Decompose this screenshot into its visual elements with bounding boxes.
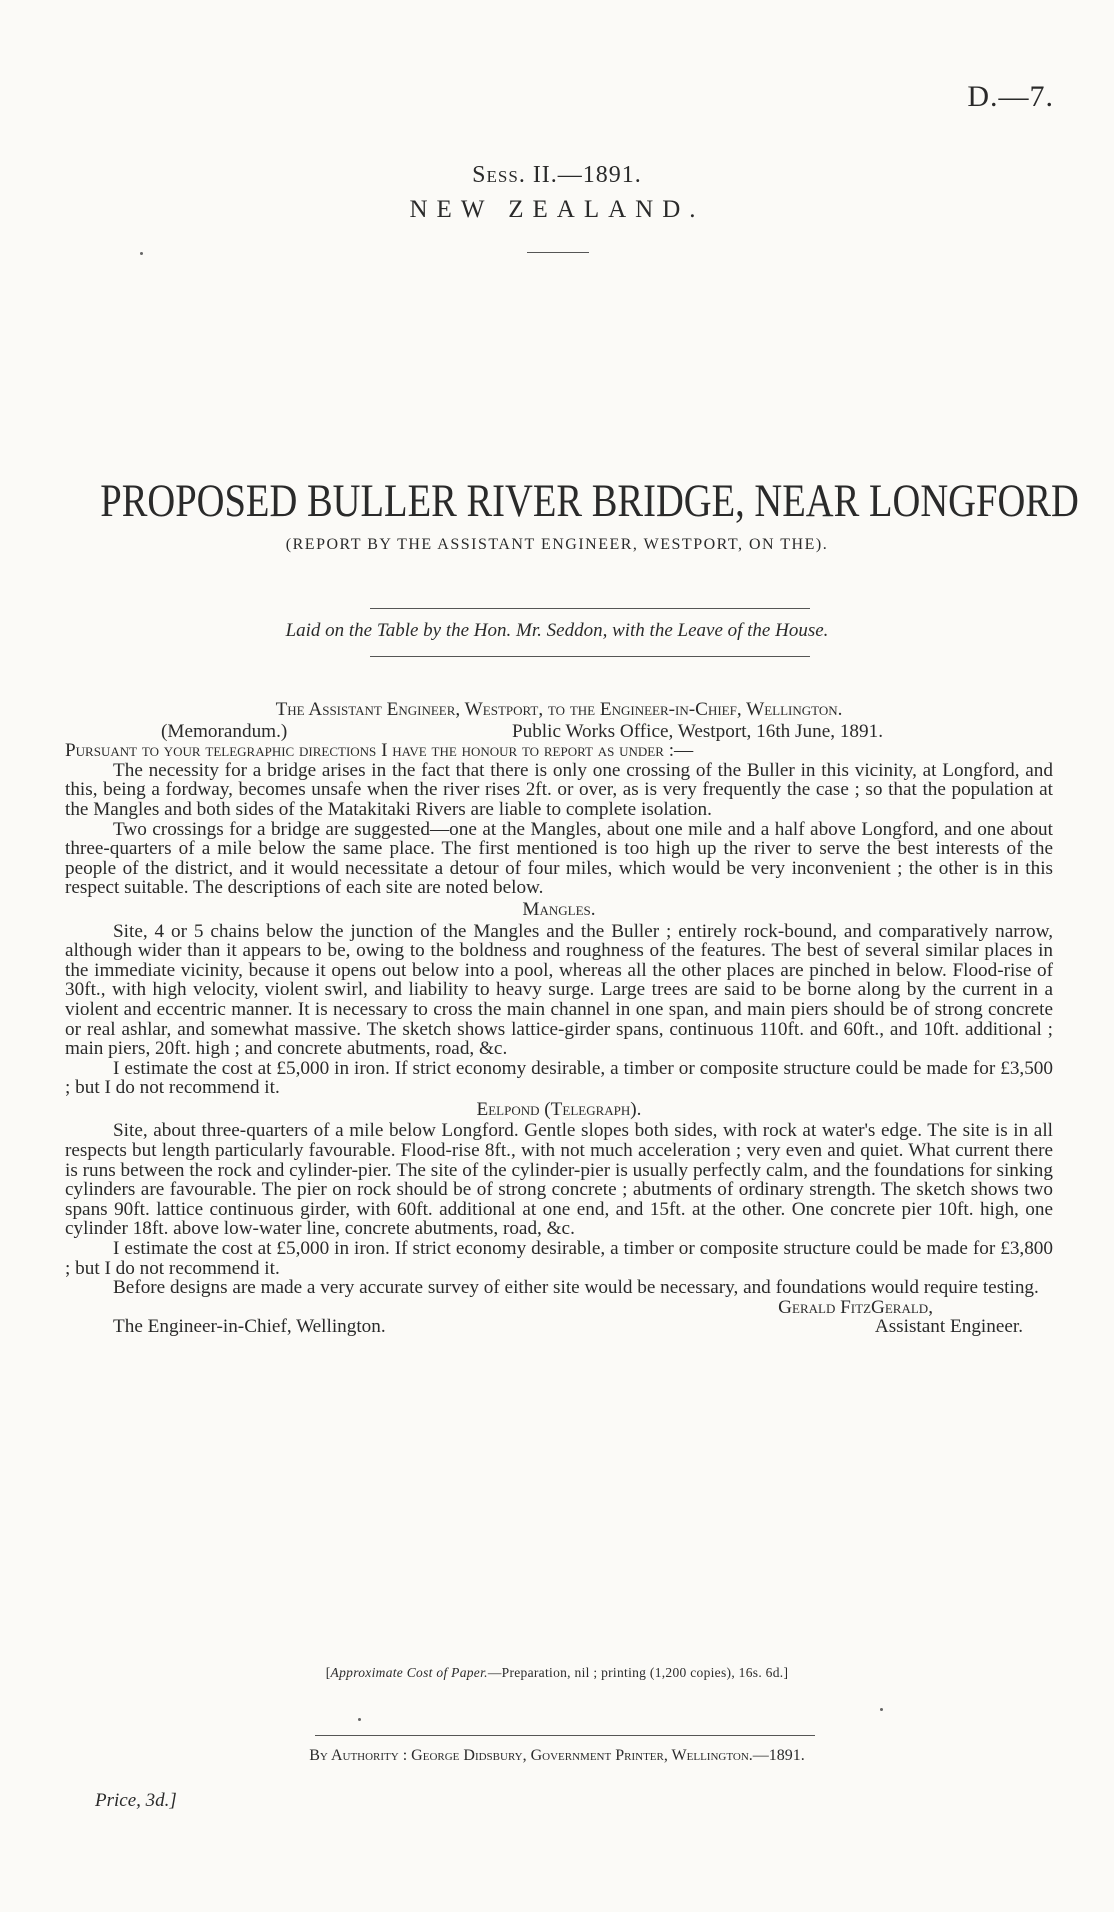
memo-body xyxy=(65,700,1053,1337)
paragraph-2: Two crossings for a bridge are suggested—one at the Mangles, about one mile and a half above Longford, and one about three-quarters of a mile below the same place. The first mentioned is too high up the river to serve the best interests of the people of the district, and it would necessitate a detour of four miles, which would be very inconvenient ; the other is in this respect suitable. The descriptions of each site are noted below. xyxy=(65,818,1053,899)
price: Price, 3d.] xyxy=(95,1790,177,1811)
paper-number: D.—7. xyxy=(967,80,1054,113)
addressee: The Engineer-in-Chief, Wellington. xyxy=(113,1316,386,1338)
signature-name: Gerald FitzGerald, xyxy=(778,1296,933,1318)
cost-text: —Preparation, nil ; printing (1,200 copies), 16s. 6d. xyxy=(487,1665,784,1680)
paragraph-1: The necessity for a bridge arises in the fact that there is only one crossing of the Buller in this vicinity, at Longford, and this, being a fordway, becomes unsafe when the river rises 2ft. or over, as is very frequently the case ; so that the population at the Mangles and both sides of the Matakitaki Rivers are liable to complete isolation. xyxy=(65,759,1053,820)
speck xyxy=(358,1718,361,1721)
memo-office: Public Works Office, Westport, 16th June, 1891. xyxy=(511,720,883,742)
paragraph-6: I estimate the cost at £5,000 in iron. If strict economy desirable, a timber or composite structure could be made for £3,800 ; but I do not recommend it. xyxy=(65,1238,1053,1279)
speck xyxy=(880,1708,883,1711)
memo-type: (Memorandum.) xyxy=(161,720,288,742)
footer-rule xyxy=(315,1735,815,1736)
signature-line xyxy=(65,1317,1053,1337)
document-title: PROPOSED BULLER RIVER BRIDGE, NEAR LONGFORD xyxy=(100,475,1079,527)
memo-header-line xyxy=(65,722,1053,742)
cost-of-paper: [Approximate Cost of Paper.—Preparation, nil ; printing (1,200 copies), 16s. 6d.] xyxy=(325,1665,789,1680)
title-rule-top xyxy=(370,608,810,609)
paragraph-4: I estimate the cost at £5,000 in iron. If strict economy desirable, a timber or composite structure could be made for £3,500 ; but I do not recommend it. xyxy=(65,1057,1053,1099)
country-line: NEW ZEALAND. xyxy=(409,196,705,223)
paragraph-3: Site, 4 or 5 chains below the junction of the Mangles and the Buller ; entirely rock-bound, and comparatively narrow, although wider than it appears to be, owing to the boldness and roughness of the features. The best of several similar places in the immediate vicinity, because it opens out below into a pool, whereas all the other places are pinched in below. Flood-rise of 30ft., with high velocity, violent swirl, and liability to heavy surge. Large trees are said to be borne along by the current in a violent and eccentric manner. It is necessary to cross the main channel in one span, and main piers should be of strong concrete or real ashlar, and somewhat massive. The sketch shows lattice-girder spans, continuous 110ft. and 60ft., and 10ft. additional ; main piers, 20ft. high ; and concrete abutments, road, &c. xyxy=(65,920,1053,1060)
paragraph-7-text: Before designs are made a very accurate survey of either site would be necessary, and foundations would require testing. xyxy=(113,1277,1039,1299)
memo-opening-text: Pursuant to your telegraphic directions I have the honour to report as under :— xyxy=(65,740,694,762)
speck xyxy=(140,252,143,255)
header-rule xyxy=(527,252,589,253)
title-rule-bottom xyxy=(370,656,810,657)
section-heading-mangles: Mangles. xyxy=(522,898,596,920)
section-heading-eelpond: Eelpond (Telegraph). xyxy=(476,1098,642,1120)
signature-title: Assistant Engineer. xyxy=(874,1316,1023,1338)
session-line: Sess. II.—1891. xyxy=(472,162,642,188)
laid-on-table: Laid on the Table by the Hon. Mr. Seddon, with the Leave of the House. xyxy=(285,620,829,641)
paragraph-7 xyxy=(65,1277,1053,1318)
printer-authority: By Authority : George Didsbury, Government Printer, Wellington.—1891. xyxy=(309,1747,805,1764)
memo-address: The Assistant Engineer, Westport, to the Engineer-in-Chief, Wellington. xyxy=(275,699,843,720)
paragraph-5: Site, about three-quarters of a mile below Longford. Gentle slopes both sides, with rock at water's edge. The site is in all respects but length particularly favourable. Flood-rise 8ft., with not much acceleration ; very even and quiet. What current there is runs between the rock and cylinder-pier. The site of the cylinder-pier is usually perfectly calm, and the foundations for sinking cylinders are favourable. The pier on rock should be of strong concrete ; abutments of ordinary strength. The sketch shows two spans 90ft. lattice continuous girder, with 60ft. additional at one end, and 15ft. at the other. One concrete pier 10ft. high, one cylinder 18ft. above low-water line, concrete abutments, road, &c. xyxy=(65,1120,1053,1240)
memo-opening xyxy=(65,741,1053,761)
cost-label: Approximate Cost of Paper. xyxy=(330,1665,488,1680)
document-subtitle: (REPORT BY THE ASSISTANT ENGINEER, WESTPORT, ON THE). xyxy=(285,536,829,553)
